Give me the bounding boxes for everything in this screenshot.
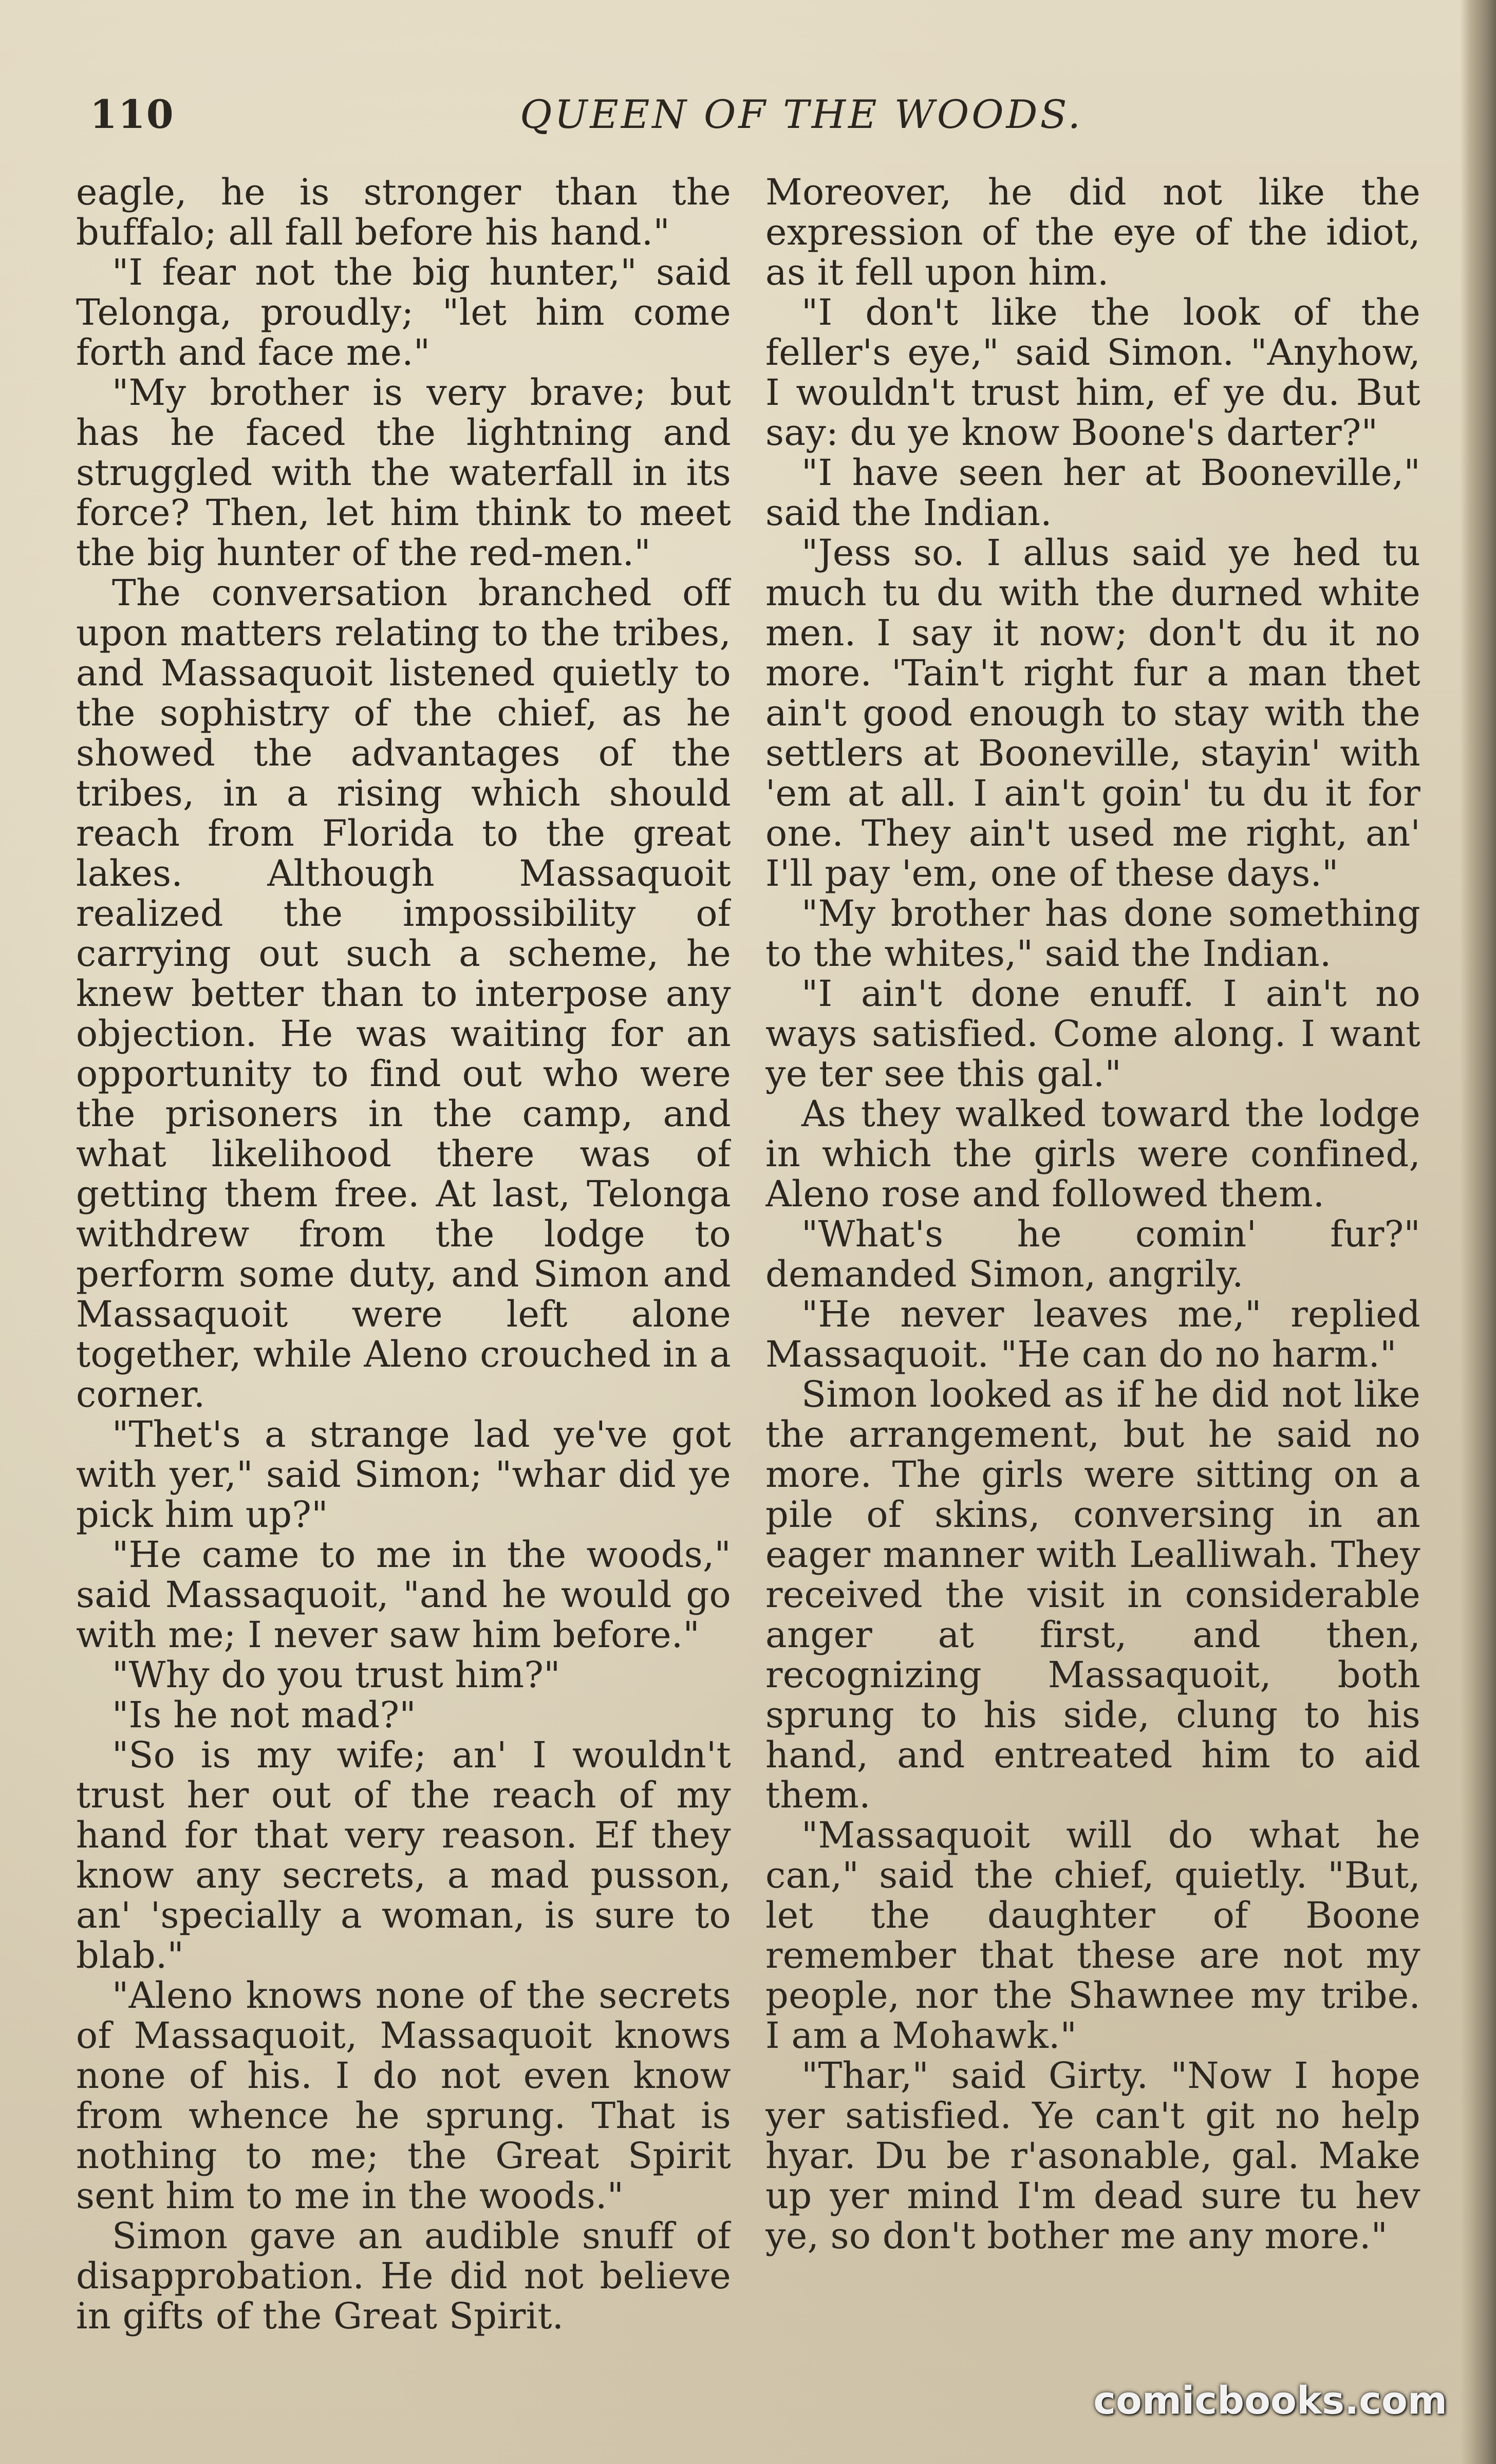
paragraph: The conversation branched off upon matters relating to the tribes, and Massaquoit listened quietly to the sophistry of the chief, as he showed the advantages of the tribes, in a rising which should reach from Florida to the great lakes. Although Massaquoit realized the impossibility of carrying out such a scheme, he knew better than to interpose any objection. He was waiting for an opportunity to find out who were the prisoners in the camp, and what likelihood there was of getting them free. At last, Telonga withdrew from the lodge to perform some duty, and Simon and Massaquoit were left alone together, while Aleno crouched in a corner.	[76, 572, 731, 1415]
paragraph: "Massaquoit will do what he can," said the chief, quietly. "But, let the daughter of Boone remember that these are not my people, nor the Shawnee my tribe. I am a Mohawk."	[765, 1814, 1420, 2057]
paragraph: "Jess so. I allus said ye hed tu much tu du with the durned white men. I say it now; don't du it no more. 'Tain't right fur a man thet ain't good enough to stay with the settlers at Booneville, stayin' with 'em at all. I ain't goin' tu du it for one. They ain't used me right, an' I'll pay 'em, one of these days."	[765, 532, 1420, 894]
paragraph: "What's he comin' fur?" demanded Simon, angrily.	[765, 1213, 1420, 1295]
paragraph: As they walked toward the lodge in which the girls were confined, Aleno rose and followed them.	[765, 1093, 1420, 1215]
running-title: QUEEN OF THE WOODS.	[520, 91, 1083, 137]
watermark: comicbooks.com	[1093, 2379, 1447, 2423]
paragraph: "I ain't done enuff. I ain't no ways satisfied. Come along. I want ye ter see this gal."	[765, 973, 1420, 1095]
paragraph: "Is he not mad?"	[112, 1694, 416, 1736]
paragraph: "Why do you trust him?"	[112, 1654, 560, 1696]
page-number: 110	[90, 91, 175, 137]
paragraph: "So is my wife; an' I wouldn't trust her out of the reach of my hand for that very reason. Ef they know any secrets, a mad pusson, an' 'specially a woman, is sure to blab."	[76, 1734, 731, 1976]
paragraph: eagle, he is stronger than the buffalo; all fall before his hand."	[76, 172, 731, 253]
paragraph: "I fear not the big hunter," said Telonga, proudly; "let him come forth and face me."	[76, 251, 731, 374]
paragraph: "I don't like the look of the feller's eye," said Simon. "Anyhow, I wouldn't trust him, ef ye du. But say: du ye know Boone's darter?"	[765, 291, 1420, 454]
paragraph: "He never leaves me," replied Massaquoit. "He can do no harm."	[765, 1293, 1420, 1375]
page-edge	[1460, 0, 1496, 2464]
paragraph: Moreover, he did not like the expression of the eye of the idiot, as it fell upon him.	[765, 172, 1420, 293]
paragraph: Simon looked as if he did not like the arrangement, but he said no more. The girls were sitting on a pile of skins, conversing in an eager manner with Lealliwah. They received the visit in considerable anger at first, and then, recognizing Massaquoit, both sprung to his side, clung to his hand, and entreated him to aid them.	[765, 1373, 1420, 1816]
paragraph: "I have seen her at Booneville," said the Indian.	[765, 452, 1420, 534]
paragraph: "He came to me in the woods," said Massaquoit, "and he would go with me; I never saw him before."	[76, 1534, 731, 1656]
paragraph: "Aleno knows none of the secrets of Massaquoit, Massaquoit knows none of his. I do not even know from whence he sprung. That is nothing to me; the Great Spirit sent him to me in the woods."	[76, 1974, 731, 2217]
paragraph: "My brother is very brave; but has he faced the lightning and struggled with the waterfall in its force? Then, let him think to meet the big hunter of the red-men."	[76, 371, 731, 574]
paragraph: "Thar," said Girty. "Now I hope yer satisfied. Ye can't git no help hyar. Du be r'asonable, gal. Make up yer mind I'm dead sure tu hev ye, so don't bother me any more."	[765, 2055, 1420, 2257]
left-column	[76, 172, 731, 2428]
paragraph: Simon gave an audible snuff of disapprobation. He did not believe in gifts of the Great Spirit.	[76, 2215, 731, 2337]
right-column	[765, 172, 1420, 2428]
paragraph: "Thet's a strange lad ye've got with yer," said Simon; "whar did ye pick him up?"	[76, 1413, 731, 1536]
paragraph: "My brother has done something to the whites," said the Indian.	[765, 892, 1420, 975]
